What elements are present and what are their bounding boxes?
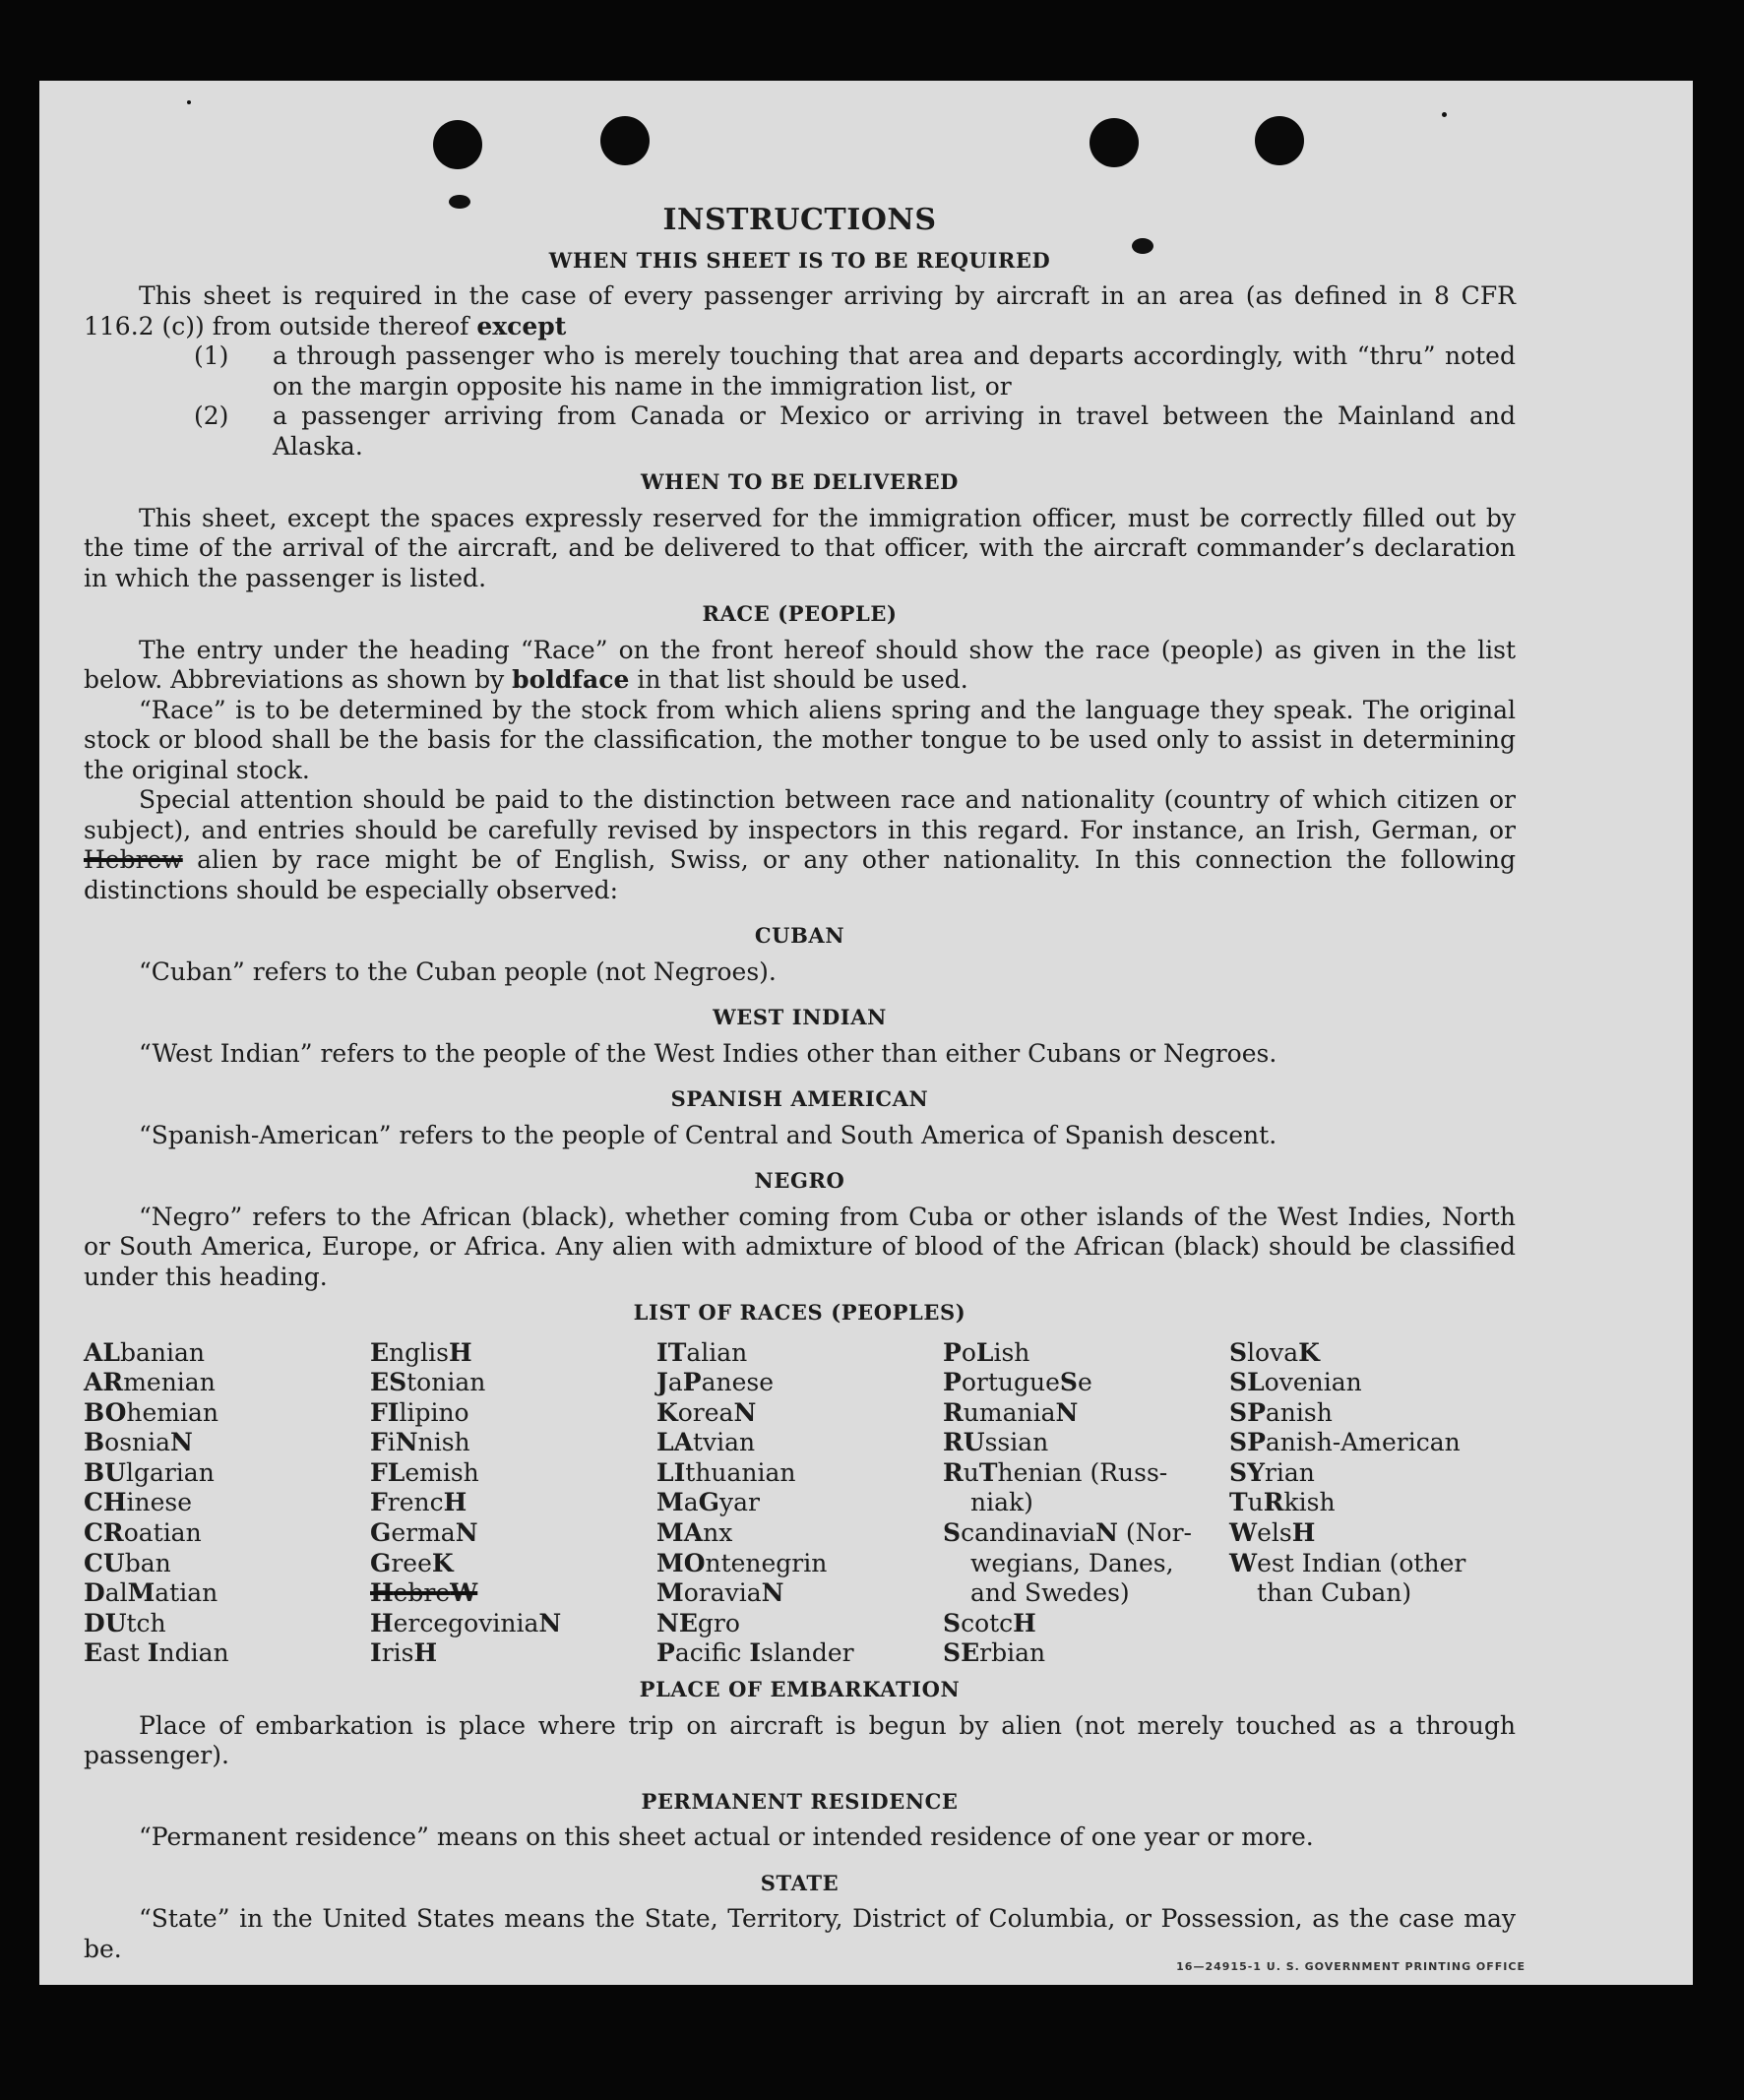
race-entry: HebreW [370,1578,478,1608]
race-entry: West Indian (other [1229,1548,1466,1577]
list-item [84,341,1516,401]
race-entry: EStonian [370,1368,486,1397]
race-entry: East Indian [84,1638,229,1668]
race-entry-continuation: wegians, Danes, [970,1548,1174,1577]
race-entry: WelsH [1229,1518,1316,1548]
race-entry: FiNnish [370,1428,470,1457]
item-text: a through passenger who is merely touching that area and departs accordingly, with “thru” noted on the margin opposite his name in the immigration list, or [273,341,1516,401]
paragraph-text: alien by race might be of English, Swiss, or any other nationality. In this connection the following distinctions should be especially observed: [84,845,1516,904]
heading-west-indian: WEST INDIAN [713,1005,887,1029]
race-entry: NEgro [656,1608,740,1637]
race-entry: LAtvian [656,1428,756,1457]
punch-hole [433,120,482,169]
paragraph-residence: “Permanent residence” means on this sheet actual or intended residence of one year or more. [139,1822,1314,1852]
paragraph-delivered: This sheet, except the spaces expressly reserved for the immigration officer, must be correctly filled out by the time of the arrival of the aircraft, and be delivered to that officer, with the aircraft commander’s declaration in which the passenger is listed. [84,503,1516,592]
race-entry: MAnx [656,1518,733,1548]
race-entry: FIlipino [370,1397,469,1427]
race-entry: BosniaN [84,1428,193,1457]
heading-state: STATE [760,1870,840,1895]
race-entry: MaGyar [656,1488,760,1517]
race-entry-continuation: than Cuban) [1257,1578,1412,1608]
race-entry: FrencH [370,1488,467,1517]
race-entry: SPanish [1229,1397,1333,1427]
race-entry: CHinese [84,1488,193,1517]
race-entry: LIthuanian [656,1457,796,1487]
race-entry-continuation: niak) [970,1488,1033,1517]
race-entry: MOntenegrin [656,1548,828,1577]
race-entry: CRoatian [84,1518,202,1548]
paragraph-spanish-american: “Spanish-American” refers to the people of Central and South America of Spanish descent. [139,1120,1277,1149]
race-entry: PoLish [943,1337,1030,1367]
paragraph-text: The entry under the heading “Race” on the front hereof should show the race (people) as given in the list below. Abbreviations as shown by [84,635,1516,694]
race-entry: PortugueSe [943,1368,1092,1397]
race-entry: SYrian [1229,1457,1315,1487]
punch-hole [1090,118,1139,167]
race-entry: CUban [84,1548,171,1577]
heading-negro: NEGRO [754,1168,845,1193]
heading-permanent-residence: PERMANENT RESIDENCE [641,1788,959,1814]
race-entry: SErbian [943,1638,1046,1668]
race-entry: TuRkish [1229,1488,1336,1517]
page-title: INSTRUCTIONS [662,203,937,237]
race-entry: ALbanian [84,1337,205,1367]
paragraph-cuban: “Cuban” refers to the Cuban people (not Negroes). [139,957,777,986]
race-entry: RuThenian (Russ- [943,1457,1168,1487]
race-entry: GreeK [370,1548,454,1577]
races-column [656,1338,943,1670]
heading-embarkation: PLACE OF EMBARKATION [639,1677,961,1702]
race-entry: ITalian [656,1337,748,1367]
paragraph-race-2: “Race” is to be determined by the stock from which aliens spring and the language they speak. The original stock or blood shall be the basis for the classification, the mother tongue to be used only to assist in determining the original stock. [84,695,1516,784]
item-number: (2) [194,401,229,430]
punch-hole [1255,116,1304,165]
race-entry: ScotcH [943,1608,1036,1637]
heading-race: RACE (PEOPLE) [702,601,898,626]
list-item [84,401,1516,462]
scan-speck [187,100,191,104]
paragraph-embarkation: Place of embarkation is place where trip on aircraft is begun by alien (not merely touched as a through passenger). [84,1710,1516,1770]
heading-when-delivered: WHEN TO BE DELIVERED [640,469,959,494]
race-entry: BOhemian [84,1397,218,1427]
race-entry: JaPanese [656,1368,774,1397]
race-entry: BUlgarian [84,1457,215,1487]
race-entry: SLovenian [1229,1368,1362,1397]
printing-office-footer: 16—24915-1 U. S. GOVERNMENT PRINTING OFFICE [1176,1960,1526,1973]
paragraph-race-3 [84,785,1516,905]
race-entry: DUtch [84,1608,166,1637]
races-column [370,1338,656,1670]
punch-hole [600,116,650,165]
paragraph-state: “State” in the United States means the State, Territory, District of Columbia, or Possession, as the case may be. [84,1904,1516,1963]
race-entry: ARmenian [84,1368,216,1397]
scan-speck [1442,112,1447,117]
document-sheet [39,81,1693,1985]
item-text: a passenger arriving from Canada or Mexico or arriving in travel between the Mainland and Alaska. [273,401,1516,461]
race-entry: SlovaK [1229,1337,1320,1367]
race-entry: HercegoviniaN [370,1608,562,1637]
race-entry: EnglisH [370,1337,472,1367]
heading-list-of-races: LIST OF RACES (PEOPLES) [633,1300,966,1325]
race-entry: IrisH [370,1638,438,1668]
paragraph-text: in that list should be used. [637,665,968,694]
paragraph-west-indian: “West Indian” refers to the people of the West Indies other than either Cubans or Negroes. [139,1038,1277,1068]
bold-word: except [476,311,567,340]
heading-spanish-american: SPANISH AMERICAN [670,1086,929,1111]
paragraph-text: This sheet is required in the case of every passenger arriving by aircraft in an area (as defined in 8 CFR 116.2 (c)) from outside thereof [84,281,1516,340]
heading-cuban: CUBAN [754,923,845,948]
race-entry: ScandinaviaN (Nor- [943,1518,1192,1548]
paragraph-required [84,281,1516,341]
paragraph-race-1 [84,636,1516,696]
race-entry: DalMatian [84,1578,218,1608]
race-entry: Pacific Islander [656,1638,854,1668]
race-entry: SPanish-American [1229,1428,1461,1457]
struck-word: Hebrew [84,845,183,874]
race-entry: KoreaN [656,1397,757,1427]
race-entry: RUssian [943,1428,1049,1457]
race-entry: GermaN [370,1518,478,1548]
heading-when-required: WHEN THIS SHEET IS TO BE REQUIRED [548,247,1051,273]
race-entry: FLemish [370,1457,479,1487]
paragraph-negro: “Negro” refers to the African (black), whether coming from Cuba or other islands of the West Indies, North or South America, Europe, or Africa. Any alien with admixture of blood of the African (black) should be classified under this heading. [84,1202,1516,1291]
instructions-content [84,204,1516,1964]
race-entry-continuation: and Swedes) [970,1578,1130,1608]
item-number: (1) [194,341,229,370]
race-entry: MoraviaN [656,1578,784,1608]
races-column [943,1338,1229,1670]
races-column [84,1338,370,1670]
paragraph-text: Special attention should be paid to the distinction between race and nationality (country of which citizen or subject), and entries should be carefully revised by inspectors in this regard. For instance, an Irish, German, or [84,785,1516,844]
races-column [1229,1338,1516,1670]
race-entry: RumaniaN [943,1397,1079,1427]
bold-word: boldface [512,665,630,694]
races-list [84,1338,1516,1670]
